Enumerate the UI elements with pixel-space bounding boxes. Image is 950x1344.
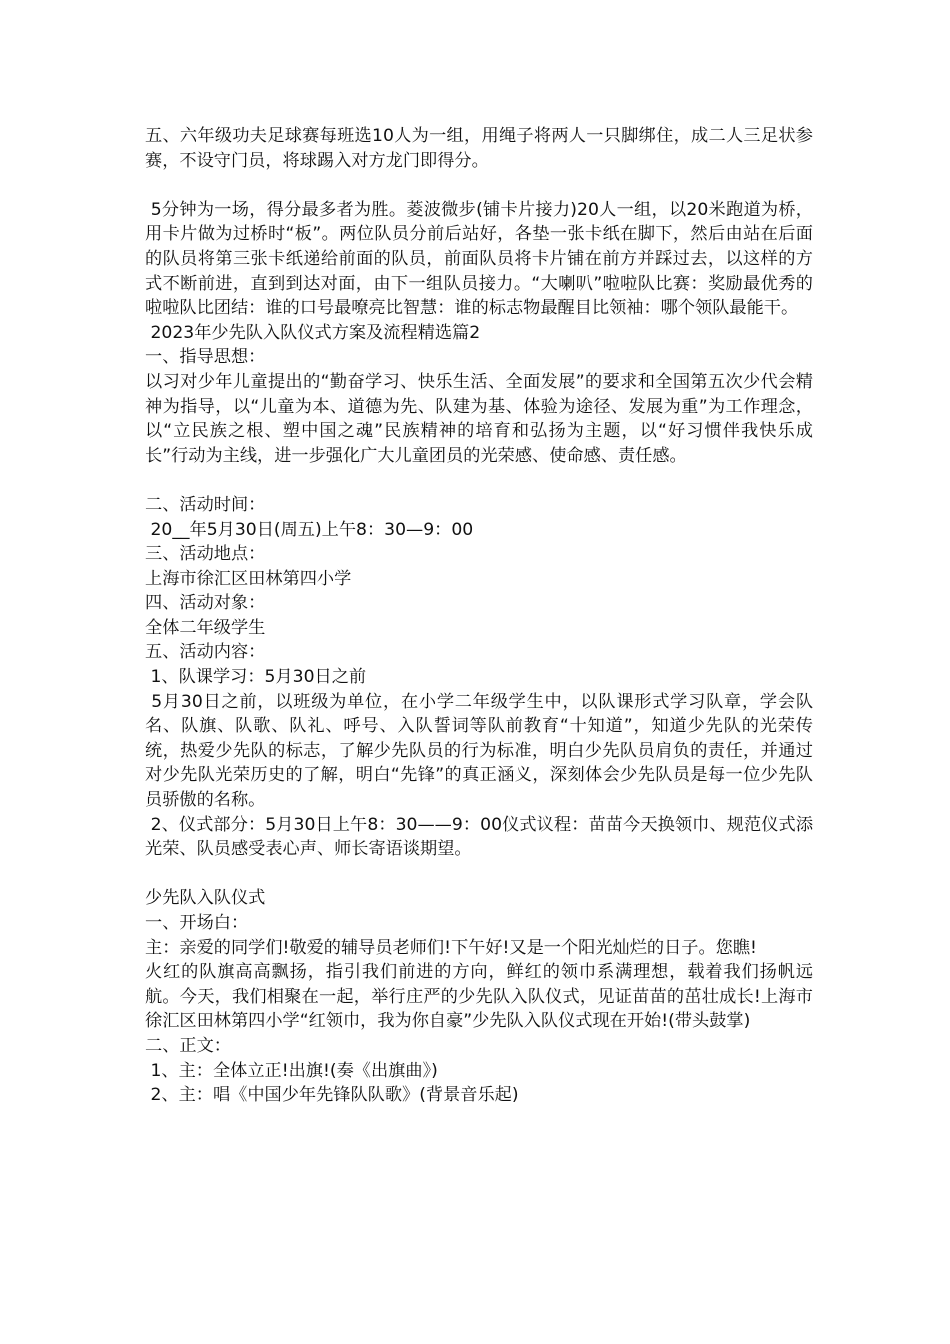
paragraph	[145, 468, 813, 493]
paragraph: 20__年5月30日(周五)上午8：30—9：00	[145, 519, 474, 540]
paragraph: 一、开场白：	[145, 913, 249, 933]
paragraph: 二、活动时间：	[145, 494, 266, 515]
paragraph: 五、六年级功夫足球赛每班选10人为一组，用绳子将两人一只脚绑住，成二人三足状参赛，不设守门员，将球踢入对方龙门即得分。	[145, 126, 813, 171]
paragraph: 2、主：唱《中国少年先锋队队歌》(背景音乐起)	[145, 1085, 519, 1106]
paragraph	[145, 862, 813, 887]
paragraph: 火红的队旗高高飘扬，指引我们前进的方向，鲜红的领巾系满理想，载着我们扬帆远航。今天，我们相聚在一起，举行庄严的少先队入队仪式，见证苗苗的茁壮成长!上海市徐汇区田林第四小学“红领巾，我为你自豪”少先队入队仪式现在开始!(带头鼓掌)	[145, 962, 813, 1032]
paragraph	[145, 173, 813, 198]
paragraph: 1、队课学习：5月30日之前	[145, 667, 367, 688]
paragraph: 少先队入队仪式	[145, 888, 266, 909]
paragraph: 四、活动对象：	[145, 593, 266, 614]
paragraph: 三、活动地点：	[145, 544, 266, 565]
paragraph: 二、正文：	[145, 1035, 231, 1056]
paragraph: 上海市徐汇区田林第四小学	[145, 568, 352, 589]
paragraph: 2023年少先队入队仪式方案及流程精选篇2	[145, 322, 481, 343]
document-body	[145, 124, 813, 1108]
paragraph: 以习对少年儿童提出的“勤奋学习、快乐生活、全面发展”的要求和全国第五次少代会精神为指导，以“儿童为本、道德为先、队建为基、体验为途径、发展为重”为工作理念，以“立民族之根、塑中国之魂”民族精神的培育和弘扬为主题，以“好习惯伴我快乐成长”行动为主线，进一步强化广大儿童团员的光荣感、使命感、责任感。	[145, 371, 813, 466]
paragraph: 5月30日之前，以班级为单位，在小学二年级学生中，以队课形式学习队章，学会队名、队旗、队歌、队礼、呼号、入队誓词等队前教育“十知道”，知道少先队的光荣传统，热爱少先队的标志，了解少先队员的行为标准，明白少先队员肩负的责任，并通过对少先队光荣历史的了解，明白“先锋”的真正涵义，深刻体会少先队员是每一位少先队员骄傲的名称。	[145, 691, 814, 811]
paragraph: 五、活动内容：	[145, 642, 266, 663]
paragraph: 一、指导思想：	[145, 347, 266, 368]
paragraph: 5分钟为一场，得分最多者为胜。菱波微步(铺卡片接力)20人一组，以20米跑道为桥，用卡片做为过桥时“板”。两位队员分前后站好，各垫一张卡纸在脚下，然后由站在后面的队员将第三张卡纸递给前面的队员，前面队员将卡片铺在前方并踩过去，以这样的方式不断前进，直到到达对面，由下一组队员接力。“大喇叭”啦啦队比赛：奖励最优秀的啦啦队比团结：谁的口号最嘹亮比智慧：谁的标志物最醒目比领袖：哪个领队最能干。	[145, 199, 813, 319]
paragraph: 1、主：全体立正!出旗!(奏《出旗曲》)	[145, 1060, 438, 1081]
paragraph: 2、仪式部分：5月30日上午8：30——9：00仪式议程：苗苗今天换领巾、规范仪式添光荣、队员感受表心声、师长寄语谈期望。	[145, 814, 814, 860]
paragraph: 主：亲爱的同学们!敬爱的辅导员老师们!下午好!又是一个阳光灿烂的日子。您瞧!	[145, 937, 757, 958]
paragraph: 全体二年级学生	[145, 617, 266, 638]
